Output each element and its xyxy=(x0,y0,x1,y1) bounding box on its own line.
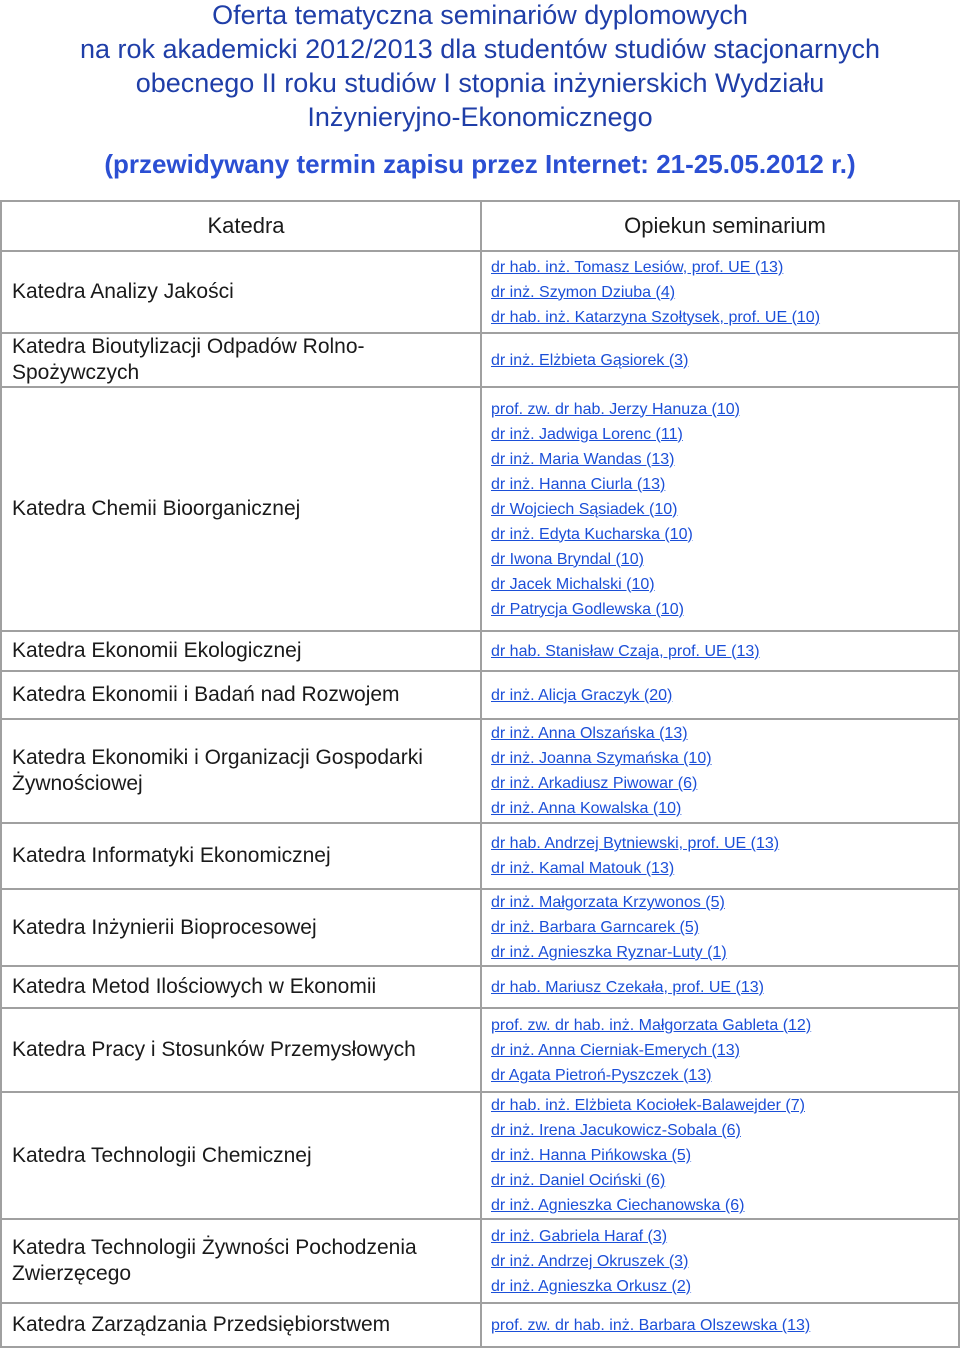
supervisor-link[interactable]: dr inż. Agnieszka Ciechanowska (6) xyxy=(491,1197,745,1214)
supervisor-link[interactable]: dr inż. Agnieszka Ryznar-Luty (1) xyxy=(491,944,727,961)
table-row xyxy=(1,251,959,333)
table-row xyxy=(1,631,959,671)
department-cell: Katedra Ekonomii i Badań nad Rozwojem xyxy=(1,671,481,719)
department-cell: Katedra Analizy Jakości xyxy=(1,251,481,333)
supervisor-link[interactable]: dr inż. Anna Kowalska (10) xyxy=(491,800,682,817)
department-cell: Katedra Ekonomiki i Organizacji Gospodarki Żywnościowej xyxy=(1,719,481,823)
supervisor-link[interactable]: dr inż. Małgorzata Krzywonos (5) xyxy=(491,894,725,911)
supervisor-link[interactable]: dr hab. inż. Elżbieta Kociołek-Balawejder (7) xyxy=(491,1097,805,1114)
title-line-1: Oferta tematyczna seminariów dyplomowych xyxy=(212,0,748,30)
supervisor-cell xyxy=(481,631,959,671)
supervisor-link[interactable]: dr inż. Daniel Ociński (6) xyxy=(491,1172,666,1189)
supervisor-cell xyxy=(481,1303,959,1347)
supervisor-link[interactable]: dr Agata Pietroń-Pyszczek (13) xyxy=(491,1066,712,1084)
department-cell: Katedra Pracy i Stosunków Przemysłowych xyxy=(1,1008,481,1092)
table-row xyxy=(1,719,959,823)
table-row xyxy=(1,387,959,631)
supervisor-cell xyxy=(481,1219,959,1303)
department-cell: Katedra Chemii Bioorganicznej xyxy=(1,387,481,631)
department-cell: Katedra Metod Ilościowych w Ekonomii xyxy=(1,966,481,1008)
supervisor-cell xyxy=(481,1008,959,1092)
supervisor-link[interactable]: dr inż. Hanna Ciurla (13) xyxy=(491,475,666,493)
department-cell: Katedra Ekonomii Ekologicznej xyxy=(1,631,481,671)
seminar-table xyxy=(0,200,960,1348)
table-row xyxy=(1,889,959,966)
title-line-4: Inżynieryjno-Ekonomicznego xyxy=(307,102,653,132)
supervisor-link[interactable]: dr hab. Andrzej Bytniewski, prof. UE (13) xyxy=(491,835,780,852)
department-cell: Katedra Inżynierii Bioprocesowej xyxy=(1,889,481,966)
column-header-dept: Katedra xyxy=(1,201,481,251)
supervisor-link[interactable]: dr inż. Barbara Garncarek (5) xyxy=(491,919,700,936)
supervisor-cell xyxy=(481,823,959,889)
table-row xyxy=(1,1219,959,1303)
supervisor-cell xyxy=(481,333,959,387)
column-header-supervisor: Opiekun seminarium xyxy=(481,201,959,251)
table-header-row xyxy=(1,201,959,251)
supervisor-link[interactable]: dr inż. Maria Wandas (13) xyxy=(491,450,675,468)
supervisor-link[interactable]: prof. zw. dr hab. inż. Małgorzata Gableta (12) xyxy=(491,1016,812,1034)
supervisor-cell xyxy=(481,889,959,966)
supervisor-link[interactable]: dr Iwona Bryndal (10) xyxy=(491,550,644,568)
table-row xyxy=(1,1092,959,1219)
supervisor-link[interactable]: dr inż. Arkadiusz Piwowar (6) xyxy=(491,775,698,792)
title-line-2: na rok akademicki 2012/2013 dla studentów studiów stacjonarnych xyxy=(80,34,880,64)
supervisor-link[interactable]: dr hab. inż. Tomasz Lesiów, prof. UE (13) xyxy=(491,258,784,276)
supervisor-link[interactable]: dr inż. Alicja Graczyk (20) xyxy=(491,686,673,704)
page-title xyxy=(0,0,960,180)
department-cell: Katedra Technologii Chemicznej xyxy=(1,1092,481,1219)
title-line-3: obecnego II roku studiów I stopnia inżynierskich Wydziału xyxy=(135,68,825,98)
supervisor-cell xyxy=(481,671,959,719)
department-cell: Katedra Zarządzania Przedsiębiorstwem xyxy=(1,1303,481,1347)
supervisor-cell xyxy=(481,251,959,333)
supervisor-cell xyxy=(481,387,959,631)
table-row xyxy=(1,823,959,889)
supervisor-link[interactable]: dr inż. Edyta Kucharska (10) xyxy=(491,525,693,543)
supervisor-link[interactable]: dr hab. Mariusz Czekała, prof. UE (13) xyxy=(491,978,764,996)
department-cell: Katedra Technologii Żywności Pochodzenia Zwierzęcego xyxy=(1,1219,481,1303)
supervisor-link[interactable]: prof. zw. dr hab. inż. Barbara Olszewska (13) xyxy=(491,1316,811,1334)
supervisor-link[interactable]: dr hab. Stanisław Czaja, prof. UE (13) xyxy=(491,642,760,660)
supervisor-link[interactable]: dr inż. Szymon Dziuba (4) xyxy=(491,283,676,301)
supervisor-cell xyxy=(481,966,959,1008)
supervisor-link[interactable]: dr inż. Joanna Szymańska (10) xyxy=(491,750,712,767)
supervisor-link[interactable]: dr Patrycja Godlewska (10) xyxy=(491,600,684,618)
supervisor-link[interactable]: prof. zw. dr hab. Jerzy Hanuza (10) xyxy=(491,400,740,418)
supervisor-link[interactable]: dr inż. Anna Olszańska (13) xyxy=(491,725,688,742)
department-cell: Katedra Bioutylizacji Odpadów Rolno-Spożywczych xyxy=(1,333,481,387)
supervisor-link[interactable]: dr hab. inż. Katarzyna Szołtysek, prof. UE (10) xyxy=(491,308,821,326)
supervisor-link[interactable]: dr inż. Irena Jacukowicz-Sobala (6) xyxy=(491,1122,741,1139)
table-row xyxy=(1,333,959,387)
table-body xyxy=(1,251,959,1347)
supervisor-link[interactable]: dr inż. Elżbieta Gąsiorek (3) xyxy=(491,351,689,369)
supervisor-link[interactable]: dr inż. Agnieszka Orkusz (2) xyxy=(491,1277,692,1295)
table-row xyxy=(1,1303,959,1347)
supervisor-link[interactable]: dr inż. Jadwiga Lorenc (11) xyxy=(491,425,683,443)
table-row xyxy=(1,671,959,719)
table-row xyxy=(1,966,959,1008)
supervisor-link[interactable]: dr inż. Hanna Pińkowska (5) xyxy=(491,1147,692,1164)
supervisor-link[interactable]: dr inż. Gabriela Haraf (3) xyxy=(491,1227,668,1245)
supervisor-link[interactable]: dr Jacek Michalski (10) xyxy=(491,575,655,593)
supervisor-cell xyxy=(481,719,959,823)
table-row xyxy=(1,1008,959,1092)
registration-period: (przewidywany termin zapisu przez Internet: 21-25.05.2012 r.) xyxy=(104,149,856,179)
supervisor-link[interactable]: dr Wojciech Sąsiadek (10) xyxy=(491,500,678,518)
supervisor-cell xyxy=(481,1092,959,1219)
supervisor-link[interactable]: dr inż. Kamal Matouk (13) xyxy=(491,860,675,877)
supervisor-link[interactable]: dr inż. Andrzej Okruszek (3) xyxy=(491,1252,689,1270)
department-cell: Katedra Informatyki Ekonomicznej xyxy=(1,823,481,889)
supervisor-link[interactable]: dr inż. Anna Cierniak-Emerych (13) xyxy=(491,1041,740,1059)
